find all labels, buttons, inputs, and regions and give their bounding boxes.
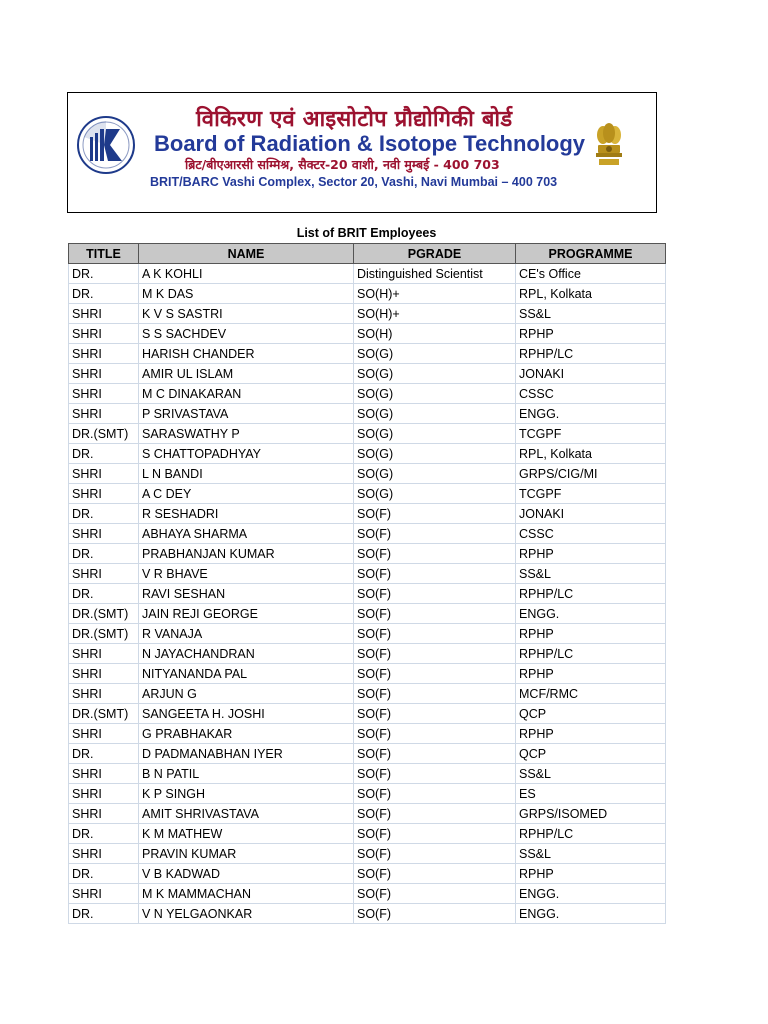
cell-pgrade: SO(F) xyxy=(354,644,516,664)
cell-title: SHRI xyxy=(69,364,139,384)
column-header-title: TITLE xyxy=(69,244,139,264)
cell-pgrade: SO(F) xyxy=(354,544,516,564)
cell-pgrade: SO(F) xyxy=(354,604,516,624)
cell-programme: RPHP xyxy=(516,324,666,344)
cell-pgrade: SO(F) xyxy=(354,564,516,584)
cell-name: S S SACHDEV xyxy=(139,324,354,344)
cell-title: SHRI xyxy=(69,384,139,404)
cell-programme: JONAKI xyxy=(516,364,666,384)
cell-programme: RPHP/LC xyxy=(516,824,666,844)
cell-title: SHRI xyxy=(69,804,139,824)
table-row xyxy=(69,764,666,784)
cell-name: K V S SASTRI xyxy=(139,304,354,324)
cell-programme: RPHP xyxy=(516,544,666,564)
cell-name: A C DEY xyxy=(139,484,354,504)
cell-programme: RPHP/LC xyxy=(516,644,666,664)
cell-title: DR. xyxy=(69,584,139,604)
cell-title: SHRI xyxy=(69,564,139,584)
table-row xyxy=(69,384,666,404)
cell-programme: SS&L xyxy=(516,304,666,324)
cell-programme: RPHP xyxy=(516,724,666,744)
table-row xyxy=(69,884,666,904)
cell-name: B N PATIL xyxy=(139,764,354,784)
cell-name: P SRIVASTAVA xyxy=(139,404,354,424)
cell-programme: QCP xyxy=(516,744,666,764)
cell-title: SHRI xyxy=(69,404,139,424)
table-row xyxy=(69,864,666,884)
hindi-address: ब्रिट/बीएआरसी सम्मिश्र, सैक्टर-20 वाशी, नवी मुम्बई - 400 703 xyxy=(185,157,500,172)
cell-name: S CHATTOPADHYAY xyxy=(139,444,354,464)
cell-name: G PRABHAKAR xyxy=(139,724,354,744)
cell-name: R SESHADRI xyxy=(139,504,354,524)
cell-title: DR.(SMT) xyxy=(69,604,139,624)
table-row xyxy=(69,524,666,544)
cell-pgrade: SO(F) xyxy=(354,904,516,924)
cell-pgrade: SO(F) xyxy=(354,704,516,724)
cell-name: NITYANANDA PAL xyxy=(139,664,354,684)
cell-title: DR. xyxy=(69,824,139,844)
cell-title: DR. xyxy=(69,444,139,464)
table-row xyxy=(69,564,666,584)
cell-title: SHRI xyxy=(69,524,139,544)
cell-programme: ENGG. xyxy=(516,884,666,904)
cell-name: ARJUN G xyxy=(139,684,354,704)
cell-title: SHRI xyxy=(69,784,139,804)
cell-name: ABHAYA SHARMA xyxy=(139,524,354,544)
cell-name: D PADMANABHAN IYER xyxy=(139,744,354,764)
cell-programme: RPHP/LC xyxy=(516,344,666,364)
cell-title: DR. xyxy=(69,744,139,764)
document-title: List of BRIT Employees xyxy=(296,226,437,240)
english-organization-name: Board of Radiation & Isotope Technology xyxy=(154,131,586,156)
cell-programme: SS&L xyxy=(516,844,666,864)
cell-pgrade: SO(F) xyxy=(354,784,516,804)
cell-programme: JONAKI xyxy=(516,504,666,524)
cell-pgrade: SO(F) xyxy=(354,824,516,844)
cell-title: DR. xyxy=(69,504,139,524)
table-row xyxy=(69,504,666,524)
cell-name: RAVI SESHAN xyxy=(139,584,354,604)
cell-programme: RPHP xyxy=(516,664,666,684)
national-emblem-icon xyxy=(591,121,627,169)
table-row xyxy=(69,444,666,464)
cell-name: M K DAS xyxy=(139,284,354,304)
table-row xyxy=(69,704,666,724)
cell-pgrade: SO(H) xyxy=(354,324,516,344)
table-row xyxy=(69,424,666,444)
cell-pgrade: SO(F) xyxy=(354,884,516,904)
cell-pgrade: SO(F) xyxy=(354,664,516,684)
cell-pgrade: SO(G) xyxy=(354,344,516,364)
cell-name: V N YELGAONKAR xyxy=(139,904,354,924)
cell-programme: SS&L xyxy=(516,764,666,784)
cell-pgrade: SO(G) xyxy=(354,484,516,504)
cell-name: PRAVIN KUMAR xyxy=(139,844,354,864)
cell-name: N JAYACHANDRAN xyxy=(139,644,354,664)
cell-title: SHRI xyxy=(69,684,139,704)
cell-name: PRABHANJAN KUMAR xyxy=(139,544,354,564)
cell-name: M C DINAKARAN xyxy=(139,384,354,404)
cell-name: HARISH CHANDER xyxy=(139,344,354,364)
column-header-programme: PROGRAMME xyxy=(516,244,666,264)
table-row xyxy=(69,344,666,364)
table-row xyxy=(69,684,666,704)
cell-title: DR. xyxy=(69,284,139,304)
cell-programme: TCGPF xyxy=(516,424,666,444)
cell-programme: RPL, Kolkata xyxy=(516,284,666,304)
cell-name: V B KADWAD xyxy=(139,864,354,884)
table-row xyxy=(69,724,666,744)
table-body xyxy=(69,264,666,924)
cell-name: V R BHAVE xyxy=(139,564,354,584)
cell-pgrade: SO(G) xyxy=(354,464,516,484)
cell-programme: ES xyxy=(516,784,666,804)
cell-pgrade: SO(H)+ xyxy=(354,284,516,304)
table-row xyxy=(69,364,666,384)
cell-programme: SS&L xyxy=(516,564,666,584)
cell-pgrade: Distinguished Scientist xyxy=(354,264,516,284)
cell-title: DR.(SMT) xyxy=(69,704,139,724)
cell-title: DR. xyxy=(69,864,139,884)
cell-title: SHRI xyxy=(69,884,139,904)
table-row xyxy=(69,484,666,504)
cell-pgrade: SO(F) xyxy=(354,504,516,524)
cell-programme: ENGG. xyxy=(516,904,666,924)
cell-pgrade: SO(F) xyxy=(354,764,516,784)
table-row xyxy=(69,584,666,604)
cell-name: K M MATHEW xyxy=(139,824,354,844)
cell-name: L N BANDI xyxy=(139,464,354,484)
cell-pgrade: SO(F) xyxy=(354,804,516,824)
column-header-name: NAME xyxy=(139,244,354,264)
cell-pgrade: SO(G) xyxy=(354,444,516,464)
table-row xyxy=(69,624,666,644)
cell-programme: TCGPF xyxy=(516,484,666,504)
cell-title: DR. xyxy=(69,544,139,564)
cell-name: JAIN REJI GEORGE xyxy=(139,604,354,624)
cell-programme: RPHP xyxy=(516,624,666,644)
cell-title: SHRI xyxy=(69,344,139,364)
cell-programme: GRPS/CIG/MI xyxy=(516,464,666,484)
cell-title: DR. xyxy=(69,264,139,284)
cell-pgrade: SO(F) xyxy=(354,684,516,704)
column-header-pgrade: PGRADE xyxy=(354,244,516,264)
cell-name: SANGEETA H. JOSHI xyxy=(139,704,354,724)
cell-programme: ENGG. xyxy=(516,404,666,424)
cell-programme: CSSC xyxy=(516,384,666,404)
table-row xyxy=(69,324,666,344)
cell-pgrade: SO(H)+ xyxy=(354,304,516,324)
cell-programme: ENGG. xyxy=(516,604,666,624)
table-row xyxy=(69,844,666,864)
brit-logo xyxy=(76,115,136,175)
table-header-row xyxy=(69,244,666,264)
cell-pgrade: SO(F) xyxy=(354,624,516,644)
cell-pgrade: SO(G) xyxy=(354,384,516,404)
letterhead xyxy=(67,92,657,213)
table-row xyxy=(69,644,666,664)
cell-pgrade: SO(G) xyxy=(354,404,516,424)
cell-pgrade: SO(F) xyxy=(354,864,516,884)
cell-title: SHRI xyxy=(69,324,139,344)
cell-programme: RPHP/LC xyxy=(516,584,666,604)
table-row xyxy=(69,904,666,924)
cell-pgrade: SO(G) xyxy=(354,364,516,384)
cell-title: DR.(SMT) xyxy=(69,624,139,644)
table-row xyxy=(69,824,666,844)
english-address: BRIT/BARC Vashi Complex, Sector 20, Vashi, Navi Mumbai – 400 703 xyxy=(150,175,558,189)
cell-name: K P SINGH xyxy=(139,784,354,804)
cell-title: DR. xyxy=(69,904,139,924)
table-row xyxy=(69,744,666,764)
cell-pgrade: SO(F) xyxy=(354,584,516,604)
cell-pgrade: SO(F) xyxy=(354,744,516,764)
table-row xyxy=(69,284,666,304)
cell-pgrade: SO(F) xyxy=(354,524,516,544)
cell-programme: CSSC xyxy=(516,524,666,544)
cell-pgrade: SO(F) xyxy=(354,844,516,864)
cell-name: A K KOHLI xyxy=(139,264,354,284)
cell-title: DR.(SMT) xyxy=(69,424,139,444)
table-row xyxy=(69,604,666,624)
table-row xyxy=(69,544,666,564)
cell-title: SHRI xyxy=(69,644,139,664)
cell-programme: MCF/RMC xyxy=(516,684,666,704)
table-row xyxy=(69,264,666,284)
cell-pgrade: SO(G) xyxy=(354,424,516,444)
cell-title: SHRI xyxy=(69,304,139,324)
table-row xyxy=(69,304,666,324)
cell-programme: RPHP xyxy=(516,864,666,884)
table-row xyxy=(69,404,666,424)
cell-title: SHRI xyxy=(69,764,139,784)
cell-name: R VANAJA xyxy=(139,624,354,644)
cell-title: SHRI xyxy=(69,724,139,744)
employee-table xyxy=(68,243,666,924)
table-row xyxy=(69,804,666,824)
table-row xyxy=(69,664,666,684)
cell-name: SARASWATHY P xyxy=(139,424,354,444)
cell-title: SHRI xyxy=(69,844,139,864)
cell-programme: RPL, Kolkata xyxy=(516,444,666,464)
cell-pgrade: SO(F) xyxy=(354,724,516,744)
table-row xyxy=(69,464,666,484)
cell-title: SHRI xyxy=(69,484,139,504)
cell-title: SHRI xyxy=(69,464,139,484)
cell-name: AMIT SHRIVASTAVA xyxy=(139,804,354,824)
cell-name: M K MAMMACHAN xyxy=(139,884,354,904)
table-row xyxy=(69,784,666,804)
cell-programme: CE's Office xyxy=(516,264,666,284)
hindi-organization-name: विकिरण एवं आइसोटोप प्रौद्योगिकी बोर्ड xyxy=(196,107,513,132)
cell-programme: GRPS/ISOMED xyxy=(516,804,666,824)
cell-programme: QCP xyxy=(516,704,666,724)
cell-name: AMIR UL ISLAM xyxy=(139,364,354,384)
cell-title: SHRI xyxy=(69,664,139,684)
